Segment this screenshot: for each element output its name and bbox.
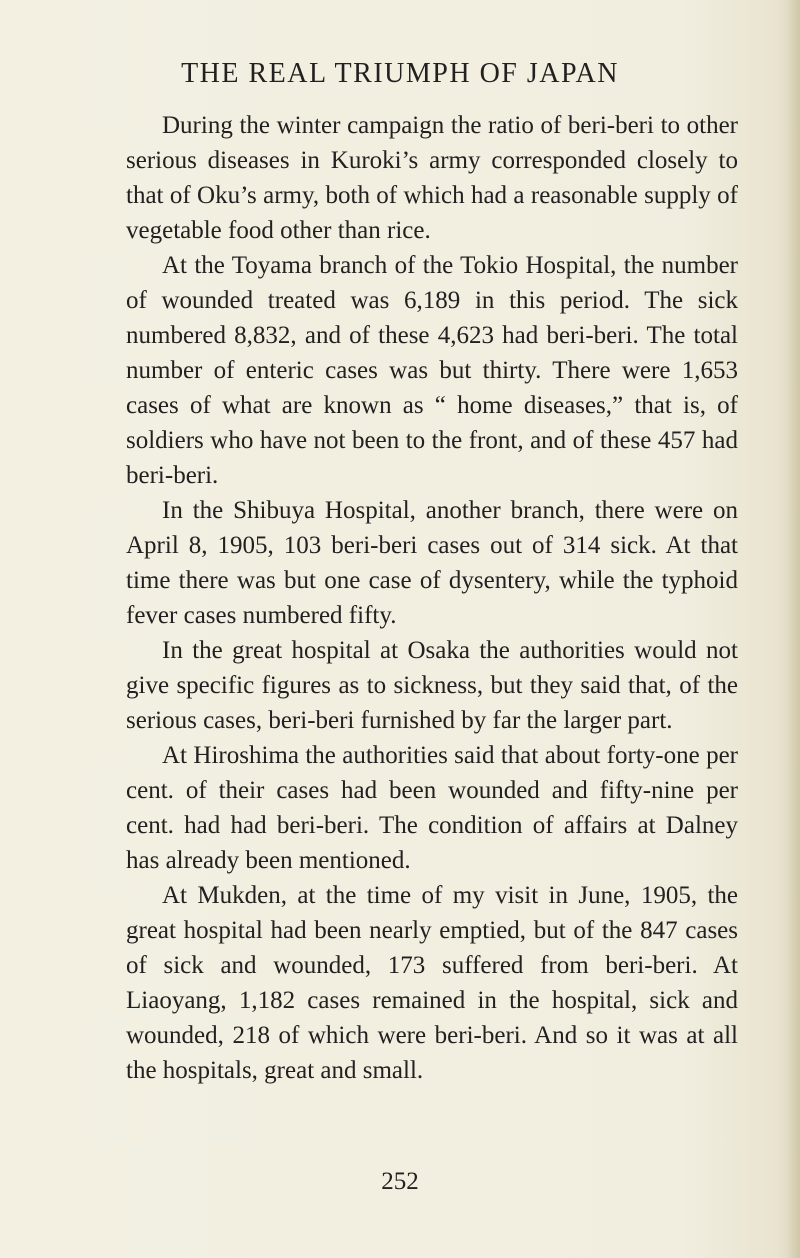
paragraph: In the Shibuya Hospital, another branch, there were on April 8, 1905, 103 beri-beri cases out of 314 sick. At that time there was but one case of dysentery, while the typhoid fever cases numbered fifty. — [126, 497, 738, 629]
paragraph: In the great hospital at Osaka the authorities would not give specific figures as to sickness, but they said that, of the serious cases, beri-beri furnished by far the larger part. — [126, 637, 738, 734]
running-head: THE REAL TRIUMPH OF JAPAN — [181, 58, 619, 89]
page-number: 252 — [381, 1168, 419, 1195]
paragraph: At Mukden, at the time of my visit in June, 1905, the great hospital had been nearly emptied, but of the 847 cases of sick and wounded, 173 suffered from beri-beri. At Liaoyang, 1,182 cases remained in the hospital, sick and wounded, 218 of which were beri-beri. And so it was at all the hospitals, great and small. — [126, 882, 738, 1084]
paragraph: At Hiroshima the authorities said that about forty-one per cent. of their cases had been wounded and fifty-nine per cent. had had beri-beri. The condition of affairs at Dalney has already been mentioned. — [126, 742, 738, 874]
paragraph: At the Toyama branch of the Tokio Hospital, the number of wounded treated was 6,189 in this period. The sick numbered 8,832, and of these 4,623 had beri-beri. The total number of enteric cases was but thirty. There were 1,653 cases of what are known as “ home diseases,” that is, of soldiers who have not been to the front, and of these 457 had beri-beri. — [126, 252, 738, 489]
paragraph: During the winter campaign the ratio of beri-beri to other serious diseases in Kuroki’s army corresponded closely to that of Oku’s army, both of which had a reasonable supply of vegetable food other than rice. — [126, 112, 738, 244]
body-text — [126, 108, 738, 1088]
page-edge-shadow — [786, 0, 800, 1258]
